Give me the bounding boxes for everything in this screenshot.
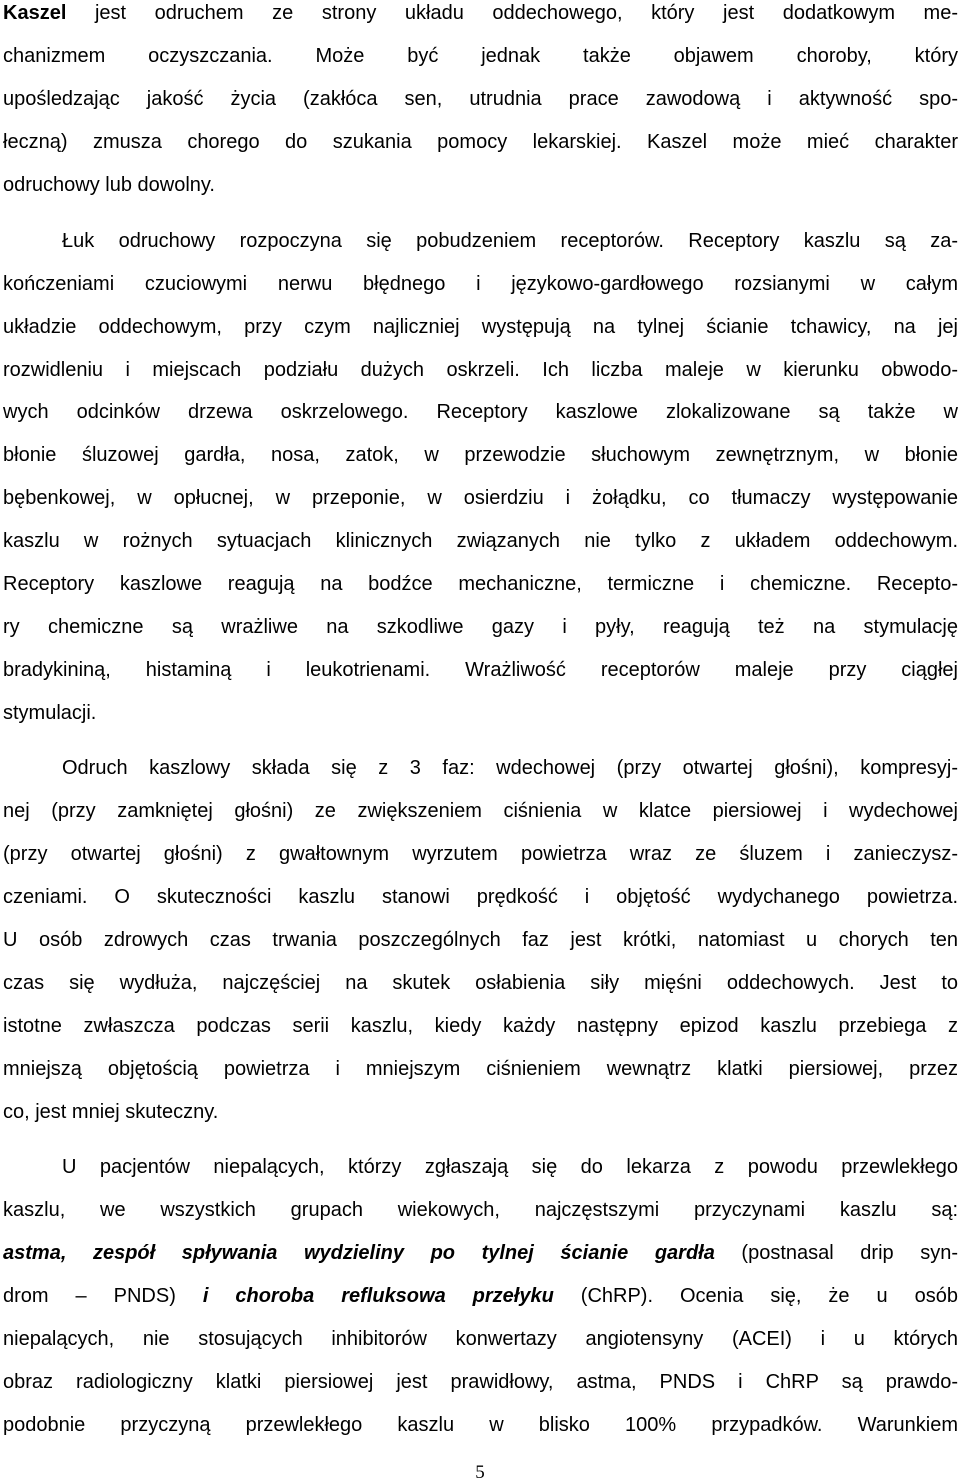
text-line: czas się wydłuża, najczęściej na skutek osłabienia siły mięśni oddechowych. Jest to [3,972,958,994]
text-line: odruchowy lub dowolny. [3,174,215,196]
bold-term: Kaszel [3,2,67,24]
text-line: astma, zespół spływania wydzieliny po tylnej ścianie gardła (postnasal drip syn- [3,1242,959,1264]
text-line: czeniami. O skuteczności kaszlu stanowi prędkość i objętość wydychanego powietrza. [3,886,958,908]
bold-italic-term: i choroba refluksowa przełyku [202,1285,554,1307]
text-line: bradykininą, histaminą i leukotrienami. Wrażliwość receptorów maleje przy ciągłej [3,659,958,681]
text-line: Receptory kaszlowe reagują na bodźce mechaniczne, termiczne i chemiczne. Recepto- [3,573,958,595]
text-line: kaszlu, we wszystkich grupach wiekowych, najczęstszymi przyczynami kaszlu są: [3,1199,958,1221]
text-line: obraz radiologiczny klatki piersiowej jest prawidłowy, astma, PNDS i ChRP są prawdo- [3,1371,958,1393]
text-line: chanizmem oczyszczania. Może być jednak także objawem choroby, który [3,45,958,67]
text-line: kaszlu w rożnych sytuacjach klinicznych związanych nie tylko z układem oddechowym. [3,530,958,552]
text-line: podobnie przyczyną przewlekłego kaszlu w blisko 100% przypadków. Warunkiem [3,1414,958,1436]
text-line: Łuk odruchowy rozpoczyna się pobudzeniem receptorów. Receptory kaszlu są za- [62,230,958,252]
text-line: (przy otwartej głośni) z gwałtownym wyrzutem powietrza wraz ze śluzem i zanieczysz- [3,843,958,865]
text-line: wych odcinków drzewa oskrzelowego. Receptory kaszlowe zlokalizowane są także w [3,401,958,423]
text-line: rozwidleniu i miejscach podziału dużych oskrzeli. Ich liczba maleje w kierunku obwodo- [3,359,958,381]
text-line: łeczną) zmusza chorego do szukania pomocy lekarskiej. Kaszel może mieć charakter [3,131,958,153]
page-number: 5 [475,1462,485,1483]
text-line: ry chemiczne są wrażliwe na szkodliwe gazy i pyły, reagują też na stymulację [3,616,958,638]
text-line: nej (przy zamkniętej głośni) ze zwiększeniem ciśnienia w klatce piersiowej i wydechowej [3,800,958,822]
text-line: istotne zwłaszcza podczas serii kaszlu, kiedy każdy następny epizod kaszlu przebiega z [3,1015,958,1037]
text-line: błonie śluzowej gardła, nosa, zatok, w przewodzie słuchowym zewnętrznym, w błonie [3,444,958,466]
text-line: kończeniami czuciowymi nerwu błędnego i językowo-gardłowego rozsianymi w całym [3,273,958,295]
text-line: układzie oddechowym, przy czym najliczniej występują na tylnej ścianie tchawicy, na jej [3,316,958,338]
text-line: bębenkowej, w opłucnej, w przeponie, w osierdziu i żołądku, co tłumaczy występowanie [3,487,958,509]
text-line: stymulacji. [3,702,97,724]
text-line: upośledzając jakość życia (zakłóca sen, utrudnia prace zawodową i aktywność spo- [3,88,958,110]
text-line: mniejszą objętością powietrza i mniejszym ciśnieniem wewnątrz klatki piersiowej, przez [3,1058,958,1080]
text-line: U osób zdrowych czas trwania poszczególnych faz jest krótki, natomiast u chorych ten [3,929,958,951]
text-line: co, jest mniej skuteczny. [3,1101,219,1123]
text-line: Kaszel jest odruchem ze strony układu oddechowego, który jest dodatkowym me- [3,2,958,24]
text-line: U pacjentów niepalących, którzy zgłaszają się do lekarza z powodu przewlekłego [62,1156,958,1178]
text-line: niepalących, nie stosujących inhibitorów konwertazy angiotensyny (ACEI) i u których [3,1328,958,1350]
text-line: Odruch kaszlowy składa się z 3 faz: wdechowej (przy otwartej głośni), kompresyj- [62,757,958,779]
text-line: drom – PNDS) i choroba refluksowa przełyku (ChRP). Ocenia się, że u osób [3,1285,958,1307]
bold-italic-term: astma, zespół spływania wydzieliny po tylnej ścianie gardła [3,1242,715,1264]
